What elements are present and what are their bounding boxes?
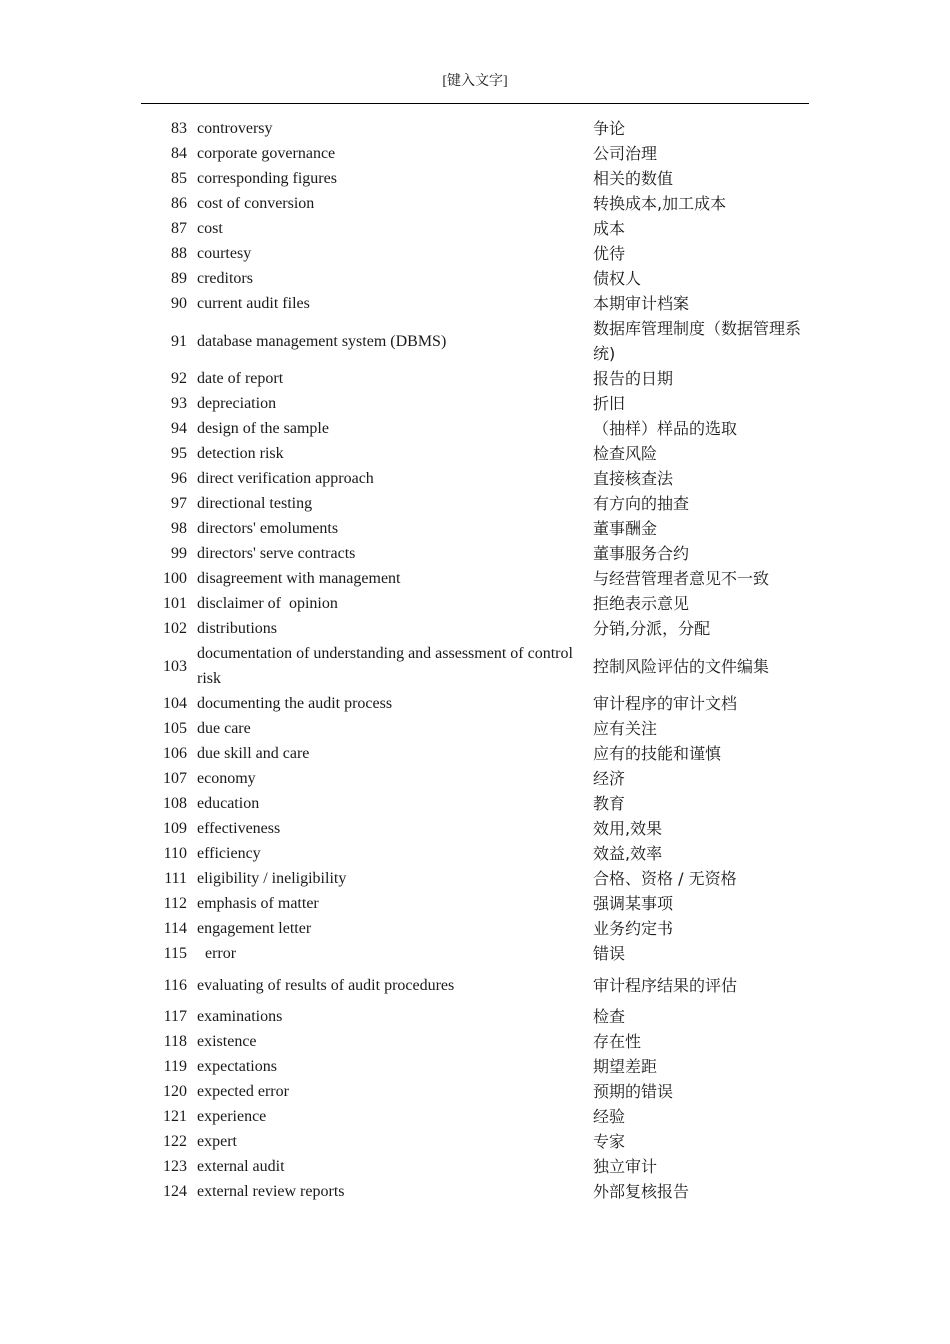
english-term: design of the sample [197,420,329,437]
chinese-term: 错误 [593,944,626,963]
page-header: [键入文字] [442,74,508,89]
english-term: disclaimer of opinion [197,595,338,612]
english-term: direct verification approach [197,470,374,487]
chinese-term: 分销,分派，分配 [593,619,711,638]
english-term: directional testing [197,495,313,512]
glossary-row [155,716,805,741]
entry-number: 98 [171,520,187,537]
glossary-row [155,416,805,441]
english-term: corresponding figures [197,170,337,187]
entry-number: 121 [163,1108,187,1125]
glossary-row [155,941,805,966]
chinese-term: 数据库管理制度（数据管理系统) [593,319,802,363]
entry-number: 91 [171,332,187,350]
english-term: expected error [197,1083,289,1100]
english-term: depreciation [197,395,277,412]
english-term: engagement letter [197,920,312,937]
glossary-row [155,466,805,491]
chinese-term: 本期审计档案 [593,294,690,313]
glossary-row [155,241,805,266]
glossary-row [155,791,805,816]
glossary-row [155,1129,805,1154]
chinese-term: 效益,效率 [593,844,663,863]
entry-number: 94 [171,420,187,437]
entry-number: 117 [163,1008,187,1025]
glossary-row [155,266,805,291]
chinese-term: 经验 [593,1107,626,1126]
entry-number: 122 [163,1133,187,1150]
chinese-term: 争论 [593,119,626,138]
glossary-row [155,566,805,591]
glossary-row [155,491,805,516]
english-term: disagreement with management [197,570,401,587]
glossary-row [155,616,805,641]
chinese-term: 独立审计 [593,1157,658,1176]
glossary-row [155,116,805,141]
english-term: directors' emoluments [197,520,339,537]
english-term: evaluating of results of audit procedures [197,976,455,994]
glossary-row [155,441,805,466]
entry-number: 110 [163,845,187,862]
chinese-term: 期望差距 [593,1057,658,1076]
chinese-term: 应有关注 [593,719,658,738]
entry-number: 120 [163,1083,187,1100]
header-rule [141,103,809,104]
english-term: courtesy [197,245,252,262]
entry-number: 84 [171,145,187,162]
chinese-term: 相关的数值 [593,169,674,188]
english-term: detection risk [197,445,284,462]
chinese-term: 业务约定书 [593,919,674,938]
entry-number: 107 [163,770,187,787]
entry-number: 92 [171,370,187,387]
english-term: error [197,945,237,962]
chinese-term: 公司治理 [593,144,658,163]
entry-number: 124 [163,1183,187,1200]
glossary-row [155,141,805,166]
english-term: distributions [197,620,278,637]
glossary-row [155,1029,805,1054]
english-term: economy [197,770,256,787]
glossary-row [155,691,805,716]
glossary-row [155,1004,805,1029]
chinese-term: 经济 [593,769,626,788]
english-term: experience [197,1108,267,1125]
english-term: expert [197,1133,237,1150]
chinese-term: 有方向的抽查 [593,494,690,513]
entry-number: 95 [171,445,187,462]
glossary-row [155,516,805,541]
glossary-row [155,291,805,316]
glossary-row [155,166,805,191]
glossary-row [155,391,805,416]
chinese-term: 成本 [593,219,626,238]
glossary-row [155,316,805,366]
english-term: corporate governance [197,145,336,162]
chinese-term: 外部复核报告 [593,1182,690,1201]
chinese-term: 应有的技能和谨慎 [593,744,722,763]
english-term: documentation of understanding and assessment of control risk [197,645,577,687]
glossary-row [155,191,805,216]
chinese-term: 专家 [593,1132,626,1151]
glossary-row [155,766,805,791]
entry-number: 89 [171,270,187,287]
glossary-row [155,591,805,616]
chinese-term: 与经营管理者意见不一致 [593,569,770,588]
entry-number: 115 [163,945,187,962]
chinese-term: 转换成本,加工成本 [593,194,727,213]
glossary-row [155,541,805,566]
chinese-term: 拒绝表示意见 [593,594,690,613]
entry-number: 85 [171,170,187,187]
entry-number: 93 [171,395,187,412]
chinese-term: 预期的错误 [593,1082,674,1101]
entry-number: 90 [171,295,187,312]
chinese-term: 教育 [593,794,626,813]
chinese-term: 存在性 [593,1032,642,1051]
glossary-row [155,1079,805,1104]
glossary-row [155,641,805,691]
english-term: due skill and care [197,745,310,762]
entry-number: 114 [163,920,187,937]
english-term: emphasis of matter [197,895,319,912]
glossary-row [155,366,805,391]
english-term: documenting the audit process [197,695,393,712]
english-term: directors' serve contracts [197,545,356,562]
entry-number: 106 [163,745,187,762]
chinese-term: 优待 [593,244,626,263]
entry-number: 86 [171,195,187,212]
chinese-term: 直接核查法 [593,469,674,488]
entry-number: 109 [163,820,187,837]
entry-number: 99 [171,545,187,562]
english-term: controversy [197,120,273,137]
english-term: current audit files [197,295,310,312]
glossary-row [155,1154,805,1179]
entry-number: 104 [163,695,187,712]
glossary-table [155,116,805,1204]
entry-number: 112 [163,895,187,912]
english-term: education [197,795,260,812]
chinese-term: 控制风险评估的文件编集 [593,656,770,676]
entry-number: 97 [171,495,187,512]
glossary-body [155,116,805,1204]
english-term: creditors [197,270,253,287]
chinese-term: 审计程序结果的评估 [593,975,738,995]
glossary-row [155,816,805,841]
entry-number: 87 [171,220,187,237]
entry-number: 101 [163,595,187,612]
glossary-row [155,741,805,766]
entry-number: 103 [163,657,187,675]
chinese-term: 报告的日期 [593,369,674,388]
entry-number: 111 [164,870,187,887]
english-term: existence [197,1033,257,1050]
english-term: effectiveness [197,820,281,837]
chinese-term: （抽样）样品的选取 [593,419,738,438]
chinese-term: 效用,效果 [593,819,663,838]
chinese-term: 折旧 [593,394,626,413]
glossary-row [155,841,805,866]
glossary-row [155,891,805,916]
english-term: cost [197,220,223,237]
english-term: cost of conversion [197,195,315,212]
entry-number: 108 [163,795,187,812]
entry-number: 83 [171,120,187,137]
english-term: expectations [197,1058,277,1075]
entry-number: 119 [163,1058,187,1075]
chinese-term: 合格、资格 / 无资格 [593,869,737,888]
entry-number: 123 [163,1158,187,1175]
glossary-row [155,1179,805,1204]
english-term: date of report [197,370,284,387]
glossary-row [155,216,805,241]
glossary-row [155,1104,805,1129]
entry-number: 88 [171,245,187,262]
entry-number: 102 [163,620,187,637]
entry-number: 116 [163,976,187,994]
glossary-row [155,916,805,941]
english-term: eligibility / ineligibility [197,870,347,887]
english-term: external review reports [197,1183,345,1200]
glossary-row [155,866,805,891]
english-term: due care [197,720,251,737]
glossary-row [155,966,805,1004]
english-term: database management system (DBMS) [197,332,447,350]
chinese-term: 强调某事项 [593,894,674,913]
entry-number: 105 [163,720,187,737]
chinese-term: 董事酬金 [593,519,658,538]
entry-number: 118 [163,1033,187,1050]
chinese-term: 债权人 [593,269,642,288]
entry-number: 100 [163,570,187,587]
chinese-term: 董事服务合约 [593,544,690,563]
glossary-row [155,1054,805,1079]
english-term: examinations [197,1008,283,1025]
chinese-term: 审计程序的审计文档 [593,694,738,713]
entry-number: 96 [171,470,187,487]
chinese-term: 检查 [593,1007,626,1026]
english-term: external audit [197,1158,285,1175]
chinese-term: 检查风险 [593,444,658,463]
english-term: efficiency [197,845,261,862]
